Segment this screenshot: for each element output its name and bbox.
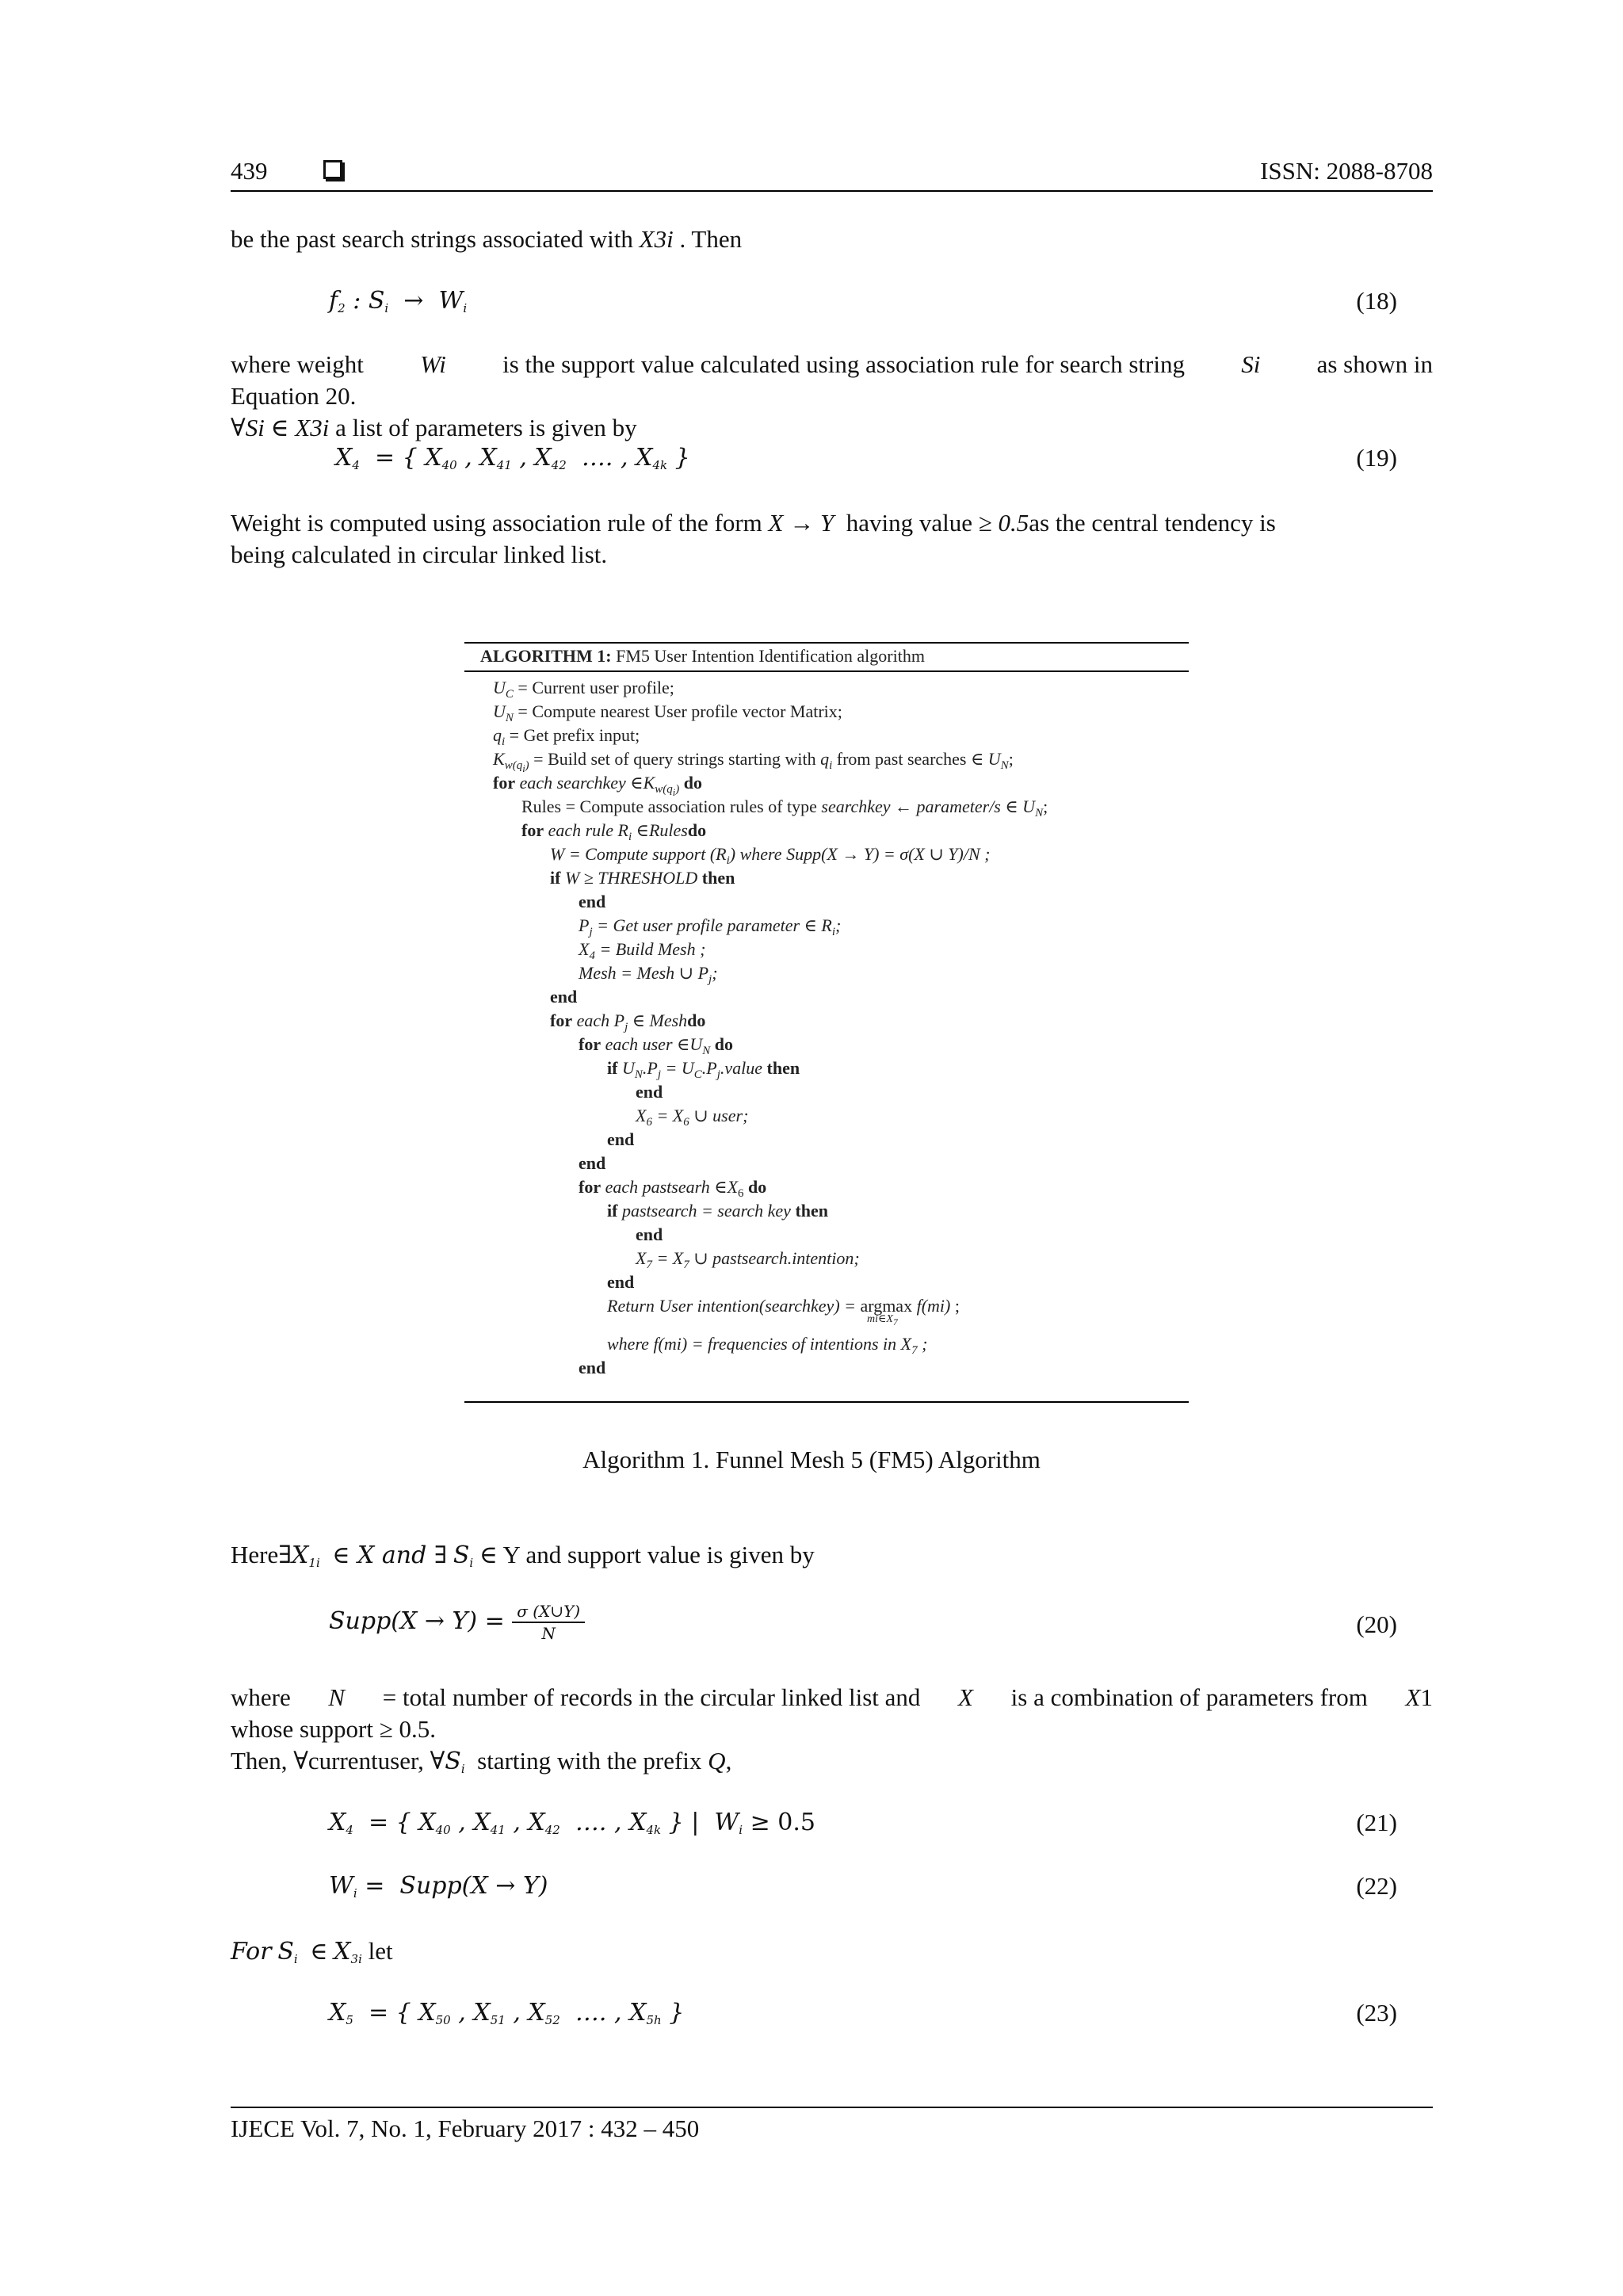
equation-22: $W_i$ = Supp(X → Y) [329, 1872, 548, 1901]
equation-18-number: (18) [1356, 287, 1397, 315]
equation-19-number: (19) [1356, 444, 1397, 472]
algorithm-title [480, 645, 925, 667]
footer-rule [231, 2107, 1433, 2108]
paragraph-8: For $S_i$ ∈ $X_{3i}$ let [231, 1937, 393, 1966]
algo-line: $X_7 = X_7$ ∪ pastsearch.intention; [636, 1248, 860, 1271]
algo-line: $K_{w(q_i)}$ = Build set of query strings starting with $q_i$ from past searches ∈ $U_N$; [493, 749, 1014, 774]
p7-a: Then, ∀currentuser, ∀ [231, 1747, 445, 1775]
paragraph-4-line-2: being calculated in circular linked list. [231, 541, 608, 568]
algo-top-rule [464, 642, 1189, 644]
equation-21-number: (21) [1356, 1809, 1397, 1836]
p1-end: . Then [679, 225, 743, 253]
algo-line: end [579, 1153, 606, 1173]
algorithm-caption: Algorithm 1. Funnel Mesh 5 (FM5) Algorithm [582, 1446, 1041, 1473]
paragraph-1 [231, 223, 742, 255]
p2-a: where weight [231, 350, 364, 378]
algo-line: if W ≥ THRESHOLD then [550, 868, 735, 888]
p1-text: be the past search strings associated with [231, 225, 633, 253]
algo-line: $mi\in X_7$ [867, 1313, 898, 1328]
paragraph-7: Then, ∀currentuser, $\forall S_i$ starting with the prefix Q, [231, 1747, 732, 1776]
p7-Q: Q [708, 1747, 726, 1775]
equation-22-number: (22) [1356, 1872, 1397, 1900]
footer-journal: IJECE Vol. 7, No. 1, February 2017 : 432 – 450 [231, 2115, 700, 2142]
algo-line: for each pastsearh $\in X_6$ do [579, 1177, 767, 1200]
equation-21: $X_4$ = { $X_{40}$ , $X_{41}$ , $X_{42}$ …. , $X_{4k}$ } | $W_i \ge 0.5$ [329, 1809, 816, 1837]
algo-bottom-rule [464, 1401, 1189, 1403]
paragraph-6-line-2: whose support ≥ 0.5. [231, 1715, 436, 1743]
algo-line: for each user $\in U_N$ do [579, 1034, 733, 1057]
p4-rule: X → Y [768, 509, 834, 537]
algo-line: $q_i$ = Get prefix input; [493, 725, 640, 748]
paragraph-2 [231, 349, 1433, 380]
p5-b: ∈ X and ∃ [332, 1541, 448, 1569]
p3-b: a list of parameters is given by [329, 414, 637, 441]
algorithm-box [464, 642, 1189, 1404]
algo-line: Mesh = Mesh ∪ $P_j$; [579, 963, 718, 986]
paragraph-3 [231, 412, 637, 444]
p4-b: having value ≥ [846, 509, 992, 537]
algo-line: Rules = Compute association rules of type searchkey ← parameter/s ∈ $U_N$; [521, 797, 1048, 819]
algo-line: for each $P_j$ ∈ Meshdo [550, 1010, 706, 1033]
paragraph-2-line-2: Equation 20. [231, 382, 357, 410]
p2-c: as shown in [1316, 350, 1433, 378]
p5-c: ∈ Y and support value is given by [479, 1541, 815, 1568]
algo-line: $U_N$ = Compute nearest User profile vector Matrix; [493, 701, 842, 724]
paragraph-5: $Here\exists X_{1i}$ ∈ X and ∃ $S_i$ ∈ Y and support value is given by [231, 1541, 815, 1570]
p8-in: ∈ [310, 1938, 328, 1966]
p4-c: as the central tendency is [1029, 509, 1276, 537]
p6-c: is a combination of parameters from [1010, 1683, 1368, 1711]
p7-end: , [725, 1747, 732, 1775]
algo-line: $U_C$ = Current user profile; [493, 678, 674, 701]
algo-line: end [579, 892, 606, 911]
equation-20-number: (20) [1356, 1610, 1397, 1638]
algorithm-title-bold: ALGORITHM 1: [480, 646, 612, 666]
algo-line: end [550, 987, 578, 1007]
algo-line: end [636, 1224, 663, 1244]
algo-line: $X_4$ = Build Mesh ; [579, 939, 706, 962]
algo-line: W = Compute support $(R_i)$ where Supp(X → Y) = σ(X ∪ Y)/N ; [550, 844, 991, 867]
p7-b: starting with the prefix [477, 1747, 702, 1775]
p6-X: X [958, 1683, 973, 1711]
equation-20: Supp(X → Y) = $\frac{\sigma (X\cup Y)}{N}$ [329, 1601, 585, 1644]
equation-23-number: (23) [1356, 1999, 1397, 2027]
algo-line: end [607, 1272, 635, 1292]
p2-b: is the support value calculated using association rule for search string [502, 350, 1185, 378]
p8-let: let [368, 1937, 393, 1965]
p5-a: Here∃ [231, 1541, 292, 1568]
p4-val: 0.5 [998, 509, 1029, 537]
p1-var: X3i [639, 225, 674, 253]
algo-line: Return User intention(searchkey) = argmax f(mi) ; [607, 1296, 960, 1316]
p6-one: 1 [1420, 1683, 1433, 1711]
algo-header-rule [464, 670, 1189, 672]
header-box-icon [323, 160, 342, 179]
algo-line: end [607, 1129, 635, 1149]
paragraph-6 [231, 1682, 1433, 1713]
algo-line: if pastsearch = search key then [607, 1201, 829, 1221]
equation-23: $X_5$ = { $X_{50}$ , $X_{51}$ , $X_{52}$ …. , $X_{5h}$ } [329, 1999, 685, 2027]
p6-b: = total number of records in the circular linked list and [382, 1683, 921, 1711]
algo-line: end [579, 1358, 606, 1377]
algo-line: end [636, 1082, 663, 1102]
algorithm-title-rest: FM5 User Intention Identification algorithm [616, 646, 925, 666]
equation-20-fraction: $\frac{\sigma (X\cup Y)}{N}$ [512, 1601, 585, 1644]
algo-line: $X_6 = X_6$ ∪ user; [636, 1106, 749, 1129]
issn: ISSN: 2088-8708 [1260, 157, 1433, 185]
equation-19: $X_4$ = { $X_{40}$ , $X_{41}$ , $X_{42}$ …. , $X_{4k}$ } [335, 444, 690, 472]
p2-var1: Wi [420, 350, 446, 378]
algo-line: where f(mi) = frequencies of intentions in $X_7$ ; [607, 1334, 928, 1357]
p4-a: Weight is computed using association rule of the form [231, 509, 762, 537]
p6-N: N [328, 1683, 346, 1711]
paragraph-4 [231, 507, 1276, 539]
algo-line: $P_j$ = Get user profile parameter ∈ $R_i$; [579, 915, 842, 938]
p2-var2: Si [1241, 350, 1261, 378]
p6-X1: X [1405, 1683, 1421, 1711]
p6-a: where [231, 1683, 291, 1711]
p3-a: ∀Si ∈ X3i [231, 414, 330, 441]
algo-line: if $U_N.P_j$ = $U_C.P_j.value$ then [607, 1058, 800, 1081]
algo-line: for each rule $R_i$ ∈Rulesdo [521, 820, 707, 843]
algo-line: for each searchkey $\in K_{w(q_i)}$ do [493, 773, 702, 798]
page-number: 439 [231, 157, 268, 185]
header-rule [231, 190, 1433, 192]
p8-for: For [231, 1938, 272, 1966]
equation-18: $f_2$ : $S_i \to W_i$ [329, 287, 468, 315]
